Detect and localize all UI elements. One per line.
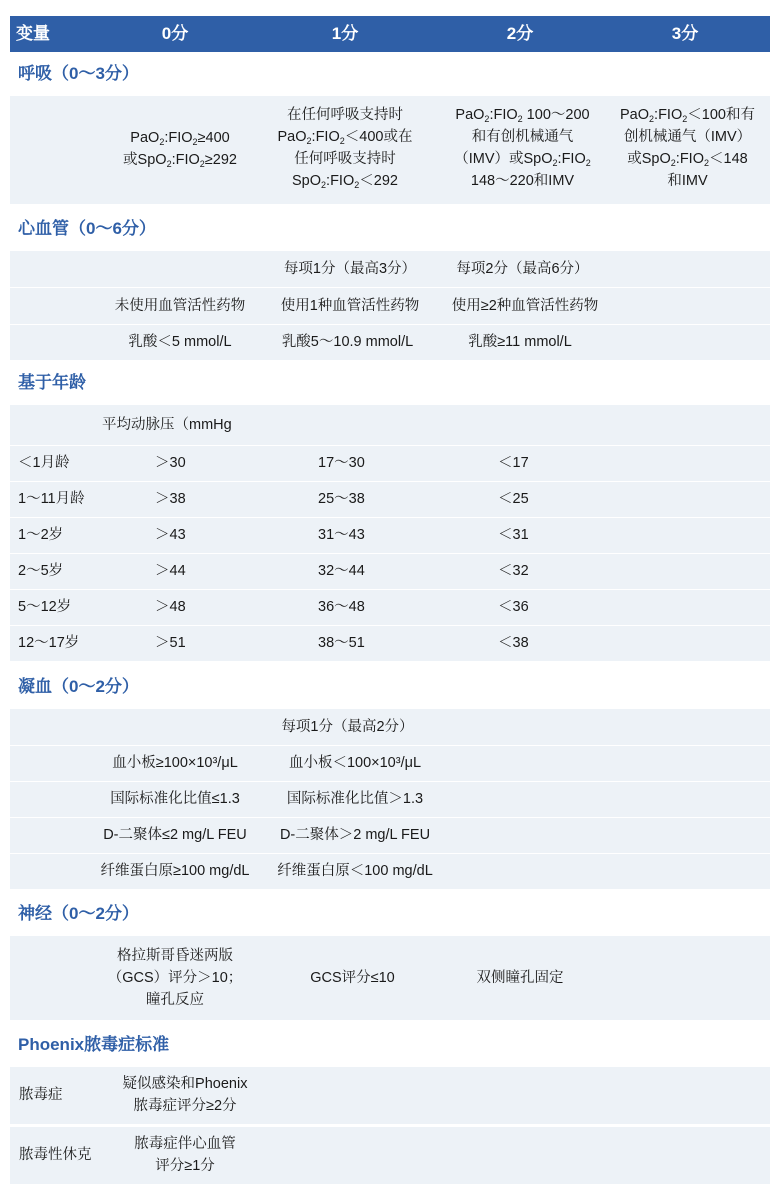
neuro-score-0: 格拉斯哥昏迷两版 （GCS）评分＞10； 瞳孔反应 — [107, 948, 243, 1008]
table-row — [10, 1127, 770, 1184]
map-value: ＜17 — [498, 455, 529, 471]
resp-score-1: 在任何呼吸支持时 $PaO_2:FIO_2<400$或在 任何呼吸支持时 $SpO_2:FIO_2<292$ — [277, 107, 413, 190]
neuro-score-1: GCS评分≤10 — [310, 970, 395, 986]
resp-score-0: $PaO_2:FIO_2\ge 400$ 或$SpO_2:FIO_2\ge 292$ — [123, 130, 237, 169]
map-label: 平均动脉压（mmHg — [102, 417, 232, 433]
coag-score-0: 血小板≥100×10³/μL — [112, 755, 238, 771]
header-score-0: 0分 — [161, 24, 189, 43]
age-group: 2～5岁 — [18, 563, 64, 579]
section-respiration-title: 呼吸（0～3分） — [18, 64, 139, 83]
age-map-label-row — [10, 405, 770, 445]
cardio-points-2: 每项2分（最高6分） — [456, 261, 589, 277]
header-score-3: 3分 — [671, 24, 699, 43]
map-value: ＞51 — [155, 635, 186, 651]
header-score-2: 2分 — [506, 24, 534, 43]
cardio-lactate-2: 乳酸≥11 mmol/L — [468, 334, 572, 350]
cardio-lactate-1: 乳酸5～10.9 mmol/L — [281, 334, 414, 350]
table-row — [10, 626, 770, 661]
map-value: ＞43 — [155, 527, 186, 543]
coag-points: 每项1分（最高2分） — [281, 719, 414, 735]
header-variable: 变量 — [16, 24, 50, 43]
map-value: 25～38 — [318, 491, 365, 507]
cardio-lactate-0: 乳酸＜5 mmol/L — [128, 334, 232, 350]
map-value: 32～44 — [318, 563, 365, 579]
map-value: ＞38 — [155, 491, 186, 507]
table-row — [10, 554, 770, 589]
cardio-row-lactate — [10, 325, 770, 360]
map-value: 36～48 — [318, 599, 365, 615]
coag-score-1: 国际标准化比值＞1.3 — [286, 791, 424, 807]
table-row — [10, 590, 770, 625]
cardio-vaso-0: 未使用血管活性药物 — [114, 298, 246, 314]
section-phoenix-title: Phoenix脓毒症标准 — [18, 1035, 170, 1054]
section-neuro-title: 神经（0～2分） — [18, 904, 139, 923]
section-coag-title: 凝血（0～2分） — [18, 677, 139, 696]
coag-header-row — [10, 709, 770, 745]
table-row — [10, 818, 770, 853]
coag-score-0: 纤维蛋白原≥100 mg/dL — [100, 863, 250, 879]
cardio-row-points — [10, 251, 770, 287]
age-group: 12～17岁 — [18, 635, 80, 651]
cardio-points-1: 每项1分（最高3分） — [283, 261, 417, 277]
map-value: ＜38 — [498, 635, 529, 651]
map-value: 31～43 — [318, 527, 365, 543]
map-value: ＜36 — [498, 599, 529, 615]
phoenix-label: 脓毒性休克 — [19, 1147, 92, 1163]
resp-score-2: $PaO_2:FIO_2$ 100～200 和有创机械通气 （IMV）或$SpO_2:FIO_2$ 148～220和IMV — [454, 107, 591, 189]
map-value: ＜31 — [498, 527, 529, 543]
map-value: ＞30 — [155, 455, 186, 471]
section-cardio-title: 心血管（0～6分） — [18, 219, 156, 238]
phoenix-criteria: 疑似感染和Phoenix 脓毒症评分≥2分 — [122, 1076, 248, 1114]
map-value: 38～51 — [318, 635, 365, 651]
table-row — [10, 854, 770, 889]
phoenix-label: 脓毒症 — [19, 1087, 63, 1103]
respiration-row — [10, 96, 770, 204]
cardio-vaso-1: 使用1种血管活性药物 — [280, 298, 420, 314]
map-value: 17～30 — [318, 455, 365, 471]
coag-score-0: 国际标准化比值≤1.3 — [110, 791, 240, 807]
neuro-row — [10, 936, 770, 1020]
age-group: ＜1月龄 — [18, 455, 70, 471]
coag-score-1: 血小板＜100×10³/μL — [288, 755, 422, 771]
age-group: 1～2岁 — [18, 527, 64, 543]
age-group: 1～11月龄 — [18, 491, 85, 507]
table-row — [10, 1067, 770, 1124]
map-value: ＜32 — [498, 563, 529, 579]
map-value: ＜25 — [498, 491, 529, 507]
cardio-row-vasoactive — [10, 288, 770, 324]
table-header — [10, 16, 770, 52]
map-value: ＞44 — [155, 563, 186, 579]
table-row — [10, 446, 770, 481]
phoenix-criteria: 脓毒症伴心血管 评分≥1分 — [134, 1136, 236, 1174]
coag-score-1: D-二聚体＞2 mg/L FEU — [279, 827, 431, 843]
map-value: ＞48 — [155, 599, 186, 615]
coag-score-0: D-二聚体≤2 mg/L FEU — [103, 827, 247, 843]
table-row — [10, 782, 770, 817]
table-row — [10, 482, 770, 517]
cardio-vaso-2: 使用≥2种血管活性药物 — [451, 298, 599, 314]
neuro-score-2: 双侧瞳孔固定 — [476, 970, 564, 986]
table-row — [10, 746, 770, 781]
section-age-title: 基于年龄 — [18, 373, 86, 392]
table-row — [10, 518, 770, 553]
resp-score-3: $PaO_2:FIO_2<100$和有 创机械通气（IMV） 或$SpO_2:FIO_2<148$ 和IMV — [620, 107, 755, 189]
header-score-1: 1分 — [331, 24, 359, 43]
coag-score-1: 纤维蛋白原＜100 mg/dL — [277, 863, 433, 879]
age-group: 5～12岁 — [18, 599, 72, 615]
